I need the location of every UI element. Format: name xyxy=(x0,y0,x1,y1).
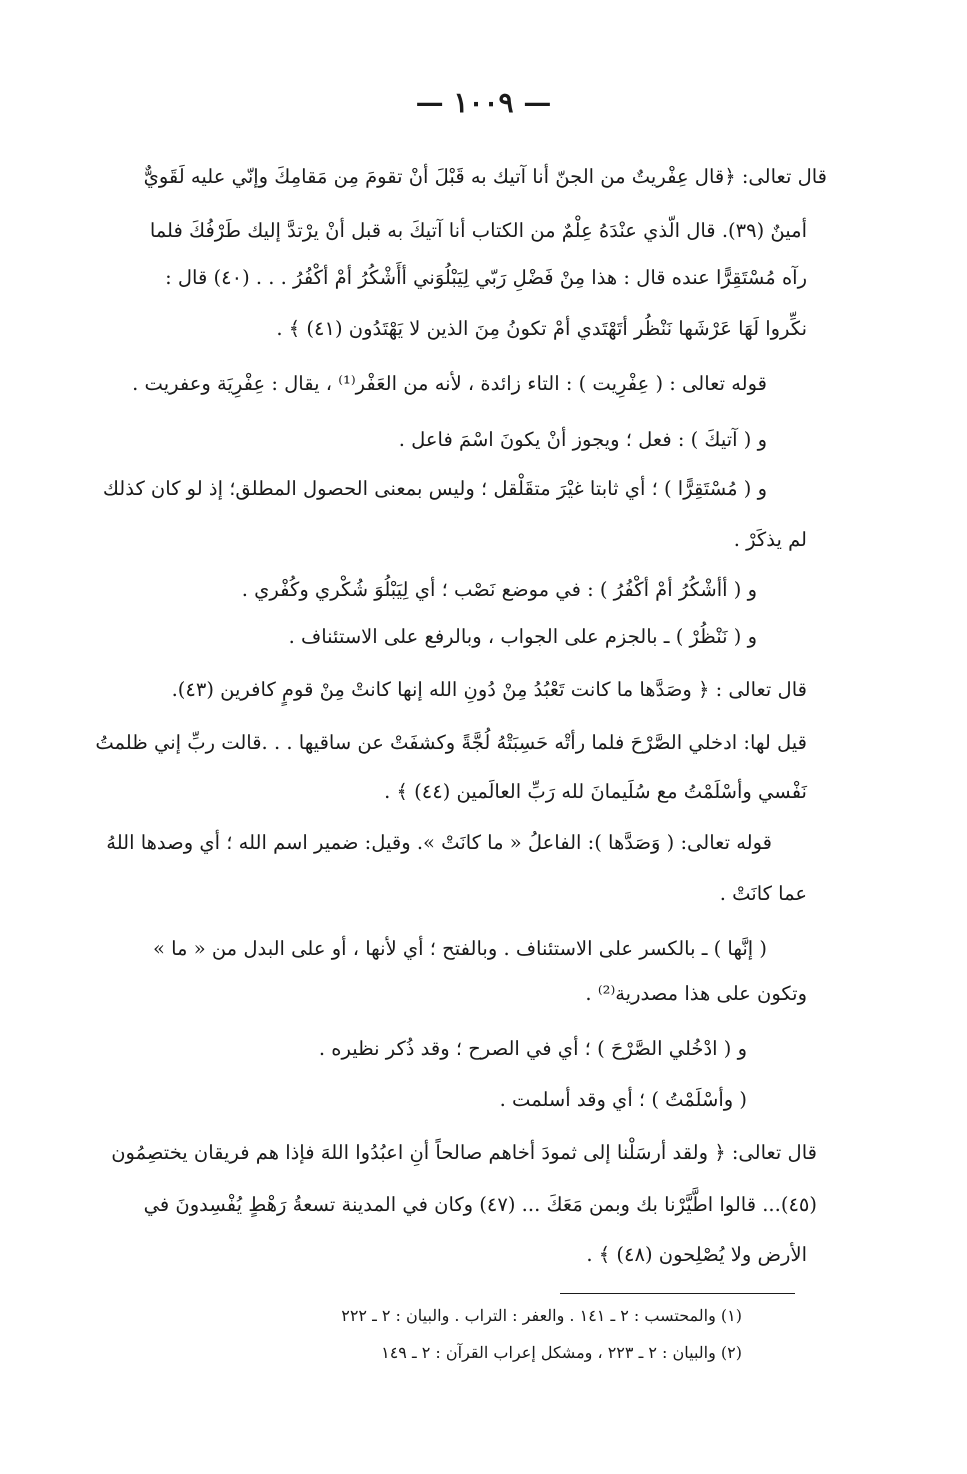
text-line: لم يذكَرْ . xyxy=(733,528,807,551)
text-line: نكِّروا لَهَا عَرْشَها نَنْظُر أتَهْتَدي أمْ تكونُ مِنَ الذين لا يَهْتَدُون (٤١) ﴾ . xyxy=(276,317,807,340)
text-line: و ( ادْخُلي الصَّرْحَ ) ؛ أي في الصرح ؛ وقد ذُكر نظيره . xyxy=(318,1037,747,1060)
text-line: قيل لها: ادخلي الصَّرْحَ فلما رأتْه حَسِبَتْهُ لُجَّةً وكشفَتْ عن ساقيها . . .قالت ربِّ إني ظلمتُ xyxy=(95,731,807,754)
text-line: وتكون على هذا مصدرية⁽²⁾ . xyxy=(585,982,807,1005)
text-line: و ( أأشْكُرُ أمْ أكْفُرُ ) : في موضع نَصْب ؛ أي لِيَبْلُوَ شُكْري وكُفْري . xyxy=(241,578,757,601)
footnote: (١) والمحتسب : ٢ ـ ١٤١ . والعفر : التراب . والبيان : ٢ ـ ٢٢٢ xyxy=(341,1306,742,1325)
text-line: و ( آتيكَ ) : فعل ؛ ويجوز أنْ يكونَ اسْمَ فاعل . xyxy=(398,428,767,451)
text-line: (٤٥)... قالوا اطَّيَّرْنا بك وبمن مَعَكَ ... (٤٧) وكان في المدينة تسعةُ رَهْطٍ يُفْسِدونَ في xyxy=(143,1193,817,1216)
page-number: — ١٠٠٩ — xyxy=(415,86,552,119)
text-line: عما كانَتْ . xyxy=(719,882,807,905)
text-line: قوله تعالى: ( وَصَدَّها ): الفاعلُ « ما كانَتْ ». وقيل: ضمير اسم الله ؛ أي وصدها اللهُ xyxy=(106,831,772,854)
text-line: نَفْسي وأسْلَمْتُ مع سُلَيمانَ لله رَبِّ العالَمين (٤٤) ﴾ . xyxy=(384,780,807,803)
text-line: و ( مُسْتَقِرًّا ) ؛ أي ثابتا غيْرَ متقَلْقل ؛ وليس بمعنى الحصول المطلق؛ إذ لو كان كذلك xyxy=(102,477,767,500)
text-line: الأرض ولا يُصْلِحون (٤٨) ﴾ . xyxy=(586,1243,807,1266)
footnote-divider xyxy=(560,1293,795,1294)
footnote: (٢) والبيان : ٢ ـ ٢٢٣ ، ومشكل إعراب القرآن : ٢ ـ ١٤٩ xyxy=(381,1343,742,1362)
text-line: قال تعالى : ﴿ وصَدَّها ما كانت تَعْبُدُ مِنْ دُونِ الله إنها كانتْ مِنْ قومٍ كافرين (٤٣). xyxy=(171,678,807,701)
text-line: رآه مُسْتَقِرًّا عنده قال : هذا مِنْ فَضْلِ رَبّي لِيَبْلُوَني أأَشْكُرُ أمْ أكْفُرُ . . . (٤٠) قال : xyxy=(165,266,807,289)
text-line: قوله تعالى : ( عِفْرِيت ) : التاء زائدة ، لأنه من العَفْر⁽¹⁾ ، يقال : عِفْرِيَة وعفريت . xyxy=(132,372,767,395)
text-line: قال تعالى: ﴿قال عِفْريتٌ من الجنّ أنا آتيك به قَبْلَ أنْ تقومَ مِن مَقامِكَ وإنّي عليه لَقَويٌّ xyxy=(143,165,827,188)
text-line: ( إنَّها ) ـ بالكسر على الاستئناف . وبالفتح ؛ أي لأنها ، أو على البدل من « ما » xyxy=(152,937,767,960)
text-line: قال تعالى: ﴿ ولقد أرسَلْنا إلى ثمودَ أخاهم صالحاً أنِ اعبُدُوا اللهَ فإذا هم فريقان يختصِمُون xyxy=(111,1141,817,1164)
text-line: و ( نَنْظُرْ ) ـ بالجزم على الجواب ، وبالرفع على الاستئناف . xyxy=(288,625,757,648)
text-line: أمينٌ (٣٩). قال الّذي عنْدَهُ عِلْمٌ من الكتاب أنا آتيكَ به قبل أنْ يرْتدَّ إليك طَرْفُكَ فلما xyxy=(149,219,807,242)
text-line: ( وأسْلَمْتُ ) ؛ أي وقد أسلمت . xyxy=(499,1088,747,1111)
